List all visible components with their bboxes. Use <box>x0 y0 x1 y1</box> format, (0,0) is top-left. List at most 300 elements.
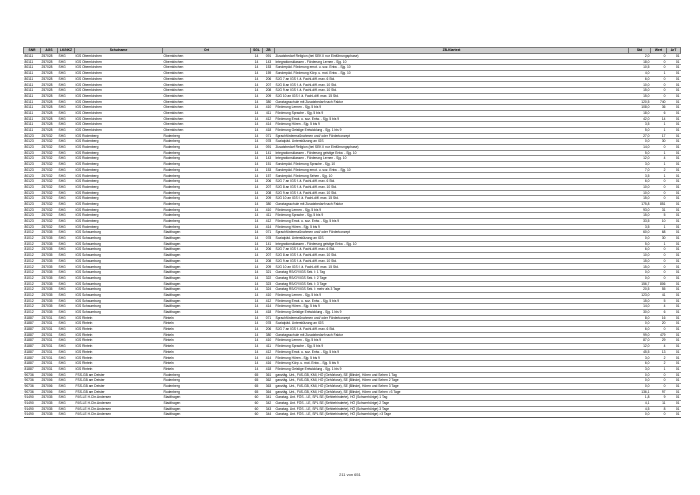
cell-wert: 0 <box>651 76 667 82</box>
cell-ort: Stadthagen <box>163 309 251 315</box>
cell-wert: 1 <box>651 122 667 128</box>
cell-lk-nkz: SHG <box>58 156 75 162</box>
cell-zb: 411 <box>263 213 275 219</box>
cell-zb: 208 <box>263 190 275 196</box>
cell-zb-klartext: Ganztag RS/GY/IGS Sek. I: 1 Tag <box>275 270 629 276</box>
cell-schulname: IGS Rodenberg <box>75 196 163 202</box>
cell-std: 4,1 <box>629 400 651 406</box>
cell-zb: 410 <box>263 105 275 111</box>
cell-sgl: 14 <box>251 309 263 315</box>
cell-snr: 81012 <box>24 298 41 304</box>
cell-wert: 0 <box>651 196 667 202</box>
cell-snr: 80123 <box>24 207 41 213</box>
cell-ags: 257035 <box>41 253 58 259</box>
cell-ort: Stadthagen <box>163 241 251 247</box>
cell-zb: 412 <box>263 298 275 304</box>
cell-lk-nkz: SHG <box>58 201 75 207</box>
cell-std: 0,0 <box>629 378 651 384</box>
cell-snr: 81012 <box>24 292 41 298</box>
cell-lk-nkz: SHG <box>58 292 75 298</box>
cell-zb-klartext: Zusatzbedarf Religion (bei SEK II nur Einführungsphase) <box>275 145 629 151</box>
cell-std: 14,0 <box>629 304 651 310</box>
cell-lk-nkz: SHG <box>58 173 75 179</box>
cell-snr: 81012 <box>24 258 41 264</box>
cell-snr: 80123 <box>24 218 41 224</box>
cell-ort: Rodenberg <box>163 145 251 151</box>
table-row <box>24 412 681 418</box>
cell-wert: 68 <box>651 230 667 236</box>
cell-snr: 81887 <box>24 332 41 338</box>
cell-ags: 257031 <box>41 327 58 333</box>
cell-zb-klartext: Ganztag. Unt. FÖS - LE, SPL SE (Sehbehinderte), HÖ (Schwerhörige) 1 Tag <box>275 395 629 401</box>
cell-ort: Rodenberg <box>163 383 251 389</box>
cell-wert: 0 <box>651 253 667 259</box>
cell-sgl: 14 <box>251 366 263 372</box>
cell-snr: 90736 <box>24 378 41 384</box>
cell-std: 0,0 <box>629 383 651 389</box>
cell-schulname: IGS Rodenberg <box>75 162 163 168</box>
cell-std: 27,0 <box>629 133 651 139</box>
cell-schulname: IGS Rodenberg <box>75 173 163 179</box>
cell-snr: 80111 <box>24 54 41 60</box>
cell-snr: 81887 <box>24 344 41 350</box>
cell-art: 01 <box>667 116 681 122</box>
cell-wert: 6 <box>651 309 667 315</box>
cell-snr: 81887 <box>24 321 41 327</box>
cell-std: 8,0 <box>629 315 651 321</box>
cell-ags: 257031 <box>41 361 58 367</box>
cell-std: 15,0 <box>629 298 651 304</box>
cell-snr: 81012 <box>24 275 41 281</box>
cell-zb-klartext: SJG 8 an IGS f. ä. Fachl-diff. max. 10 Std. <box>275 82 629 88</box>
cell-zb-klartext: Förderung Lernen - Sjg. 5 bis 9 <box>275 207 629 213</box>
cell-std: 30,0 <box>629 309 651 315</box>
cell-zb: 380 <box>263 201 275 207</box>
cell-std: 15,0 <box>629 196 651 202</box>
cell-schulname: IGS Rinteln <box>75 315 163 321</box>
cell-lk-nkz: SHG <box>58 378 75 384</box>
cell-sgl: 14 <box>251 93 263 99</box>
cell-zb-klartext: ganztäg. Unt., FöS-GB, KMI, HÖ (Gehörlose), SE (Blinde), Hören und Sehen 1 Tag <box>275 372 629 378</box>
cell-art: 01 <box>667 378 681 384</box>
cell-schulname: IGS Schaumburg <box>75 287 163 293</box>
cell-zb: 143 <box>263 59 275 65</box>
cell-schulname: IGS Schaumburg <box>75 270 163 276</box>
cell-sgl: 14 <box>251 270 263 276</box>
cell-lk-nkz: SHG <box>58 145 75 151</box>
cell-snr: 80111 <box>24 110 41 116</box>
cell-ort: Obernkirchen <box>163 65 251 71</box>
cell-schulname: IGS Obernkirchen <box>75 99 163 105</box>
cell-zb: 414 <box>263 224 275 230</box>
cell-art: 01 <box>667 389 681 395</box>
cell-ort: Stadthagen <box>163 275 251 281</box>
cell-lk-nkz: SHG <box>58 332 75 338</box>
cell-snr: 81012 <box>24 264 41 270</box>
cell-snr: 80111 <box>24 65 41 71</box>
cell-ags: 257028 <box>41 93 58 99</box>
cell-ort: Stadthagen <box>163 281 251 287</box>
cell-art: 01 <box>667 349 681 355</box>
cell-zb-klartext: Sonderpäd. Förderung emot. u. soz. Entw. - Sjg. 10 <box>275 167 629 173</box>
cell-ort: Rodenberg <box>163 218 251 224</box>
cell-std: 10,5 <box>629 65 651 71</box>
cell-ags: 257035 <box>41 304 58 310</box>
cell-sgl: 60 <box>251 395 263 401</box>
cell-zb: 380 <box>263 99 275 105</box>
cell-ort: Rodenberg <box>163 150 251 156</box>
cell-lk-nkz: SHG <box>58 76 75 82</box>
cell-ort: Rodenberg <box>163 207 251 213</box>
cell-snr: 81887 <box>24 338 41 344</box>
cell-sgl: 65 <box>251 378 263 384</box>
cell-sgl: 14 <box>251 173 263 179</box>
cell-zb-klartext: Sprachfördermaßnahmen und/ oder Förderkonzept <box>275 230 629 236</box>
cell-sgl: 14 <box>251 253 263 259</box>
cell-art: 01 <box>667 105 681 111</box>
cell-lk-nkz: SHG <box>58 139 75 145</box>
cell-schulname: IGS Rodenberg <box>75 167 163 173</box>
header-zb: ZB <box>263 48 275 54</box>
cell-zb: 153 <box>263 167 275 173</box>
cell-zb-klartext: Förderung Sprache - Sjg. 5 bis 9 <box>275 213 629 219</box>
cell-lk-nkz: SHG <box>58 99 75 105</box>
cell-zb: 342 <box>263 400 275 406</box>
cell-zb-klartext: Förderung Hören - Sjg. 5 bis 9 <box>275 224 629 230</box>
cell-lk-nkz: SHG <box>58 344 75 350</box>
cell-schulname: IGS Obernkirchen <box>75 76 163 82</box>
cell-wert: 6 <box>651 110 667 116</box>
cell-art: 01 <box>667 304 681 310</box>
cell-ags: 257028 <box>41 71 58 77</box>
cell-zb: 411 <box>263 344 275 350</box>
cell-snr: 81012 <box>24 287 41 293</box>
cell-wert: 0 <box>651 270 667 276</box>
cell-ort: Rodenberg <box>163 167 251 173</box>
cell-lk-nkz: SHG <box>58 366 75 372</box>
cell-sgl: 14 <box>251 105 263 111</box>
cell-zb: 071 <box>263 230 275 236</box>
cell-wert: 5 <box>651 213 667 219</box>
cell-wert: 97 <box>651 389 667 395</box>
cell-art: 01 <box>667 167 681 173</box>
cell-art: 01 <box>667 71 681 77</box>
cell-art: 01 <box>667 292 681 298</box>
cell-lk-nkz: SHG <box>58 338 75 344</box>
cell-sgl: 14 <box>251 344 263 350</box>
cell-zb: 361 <box>263 372 275 378</box>
cell-art: 01 <box>667 332 681 338</box>
cell-ags: 257032 <box>41 184 58 190</box>
cell-ort: Obernkirchen <box>163 127 251 133</box>
cell-snr: 81012 <box>24 241 41 247</box>
cell-ags: 257031 <box>41 338 58 344</box>
cell-snr: 81887 <box>24 315 41 321</box>
cell-snr: 91490 <box>24 412 41 418</box>
cell-snr: 80123 <box>24 224 41 230</box>
header-snr: SNR <box>24 48 41 54</box>
cell-schulname: IGS Schaumburg <box>75 281 163 287</box>
cell-lk-nkz: SHG <box>58 127 75 133</box>
cell-ort: Rinteln <box>163 361 251 367</box>
cell-zb: 412 <box>263 349 275 355</box>
cell-zb: 141 <box>263 150 275 156</box>
cell-sgl: 14 <box>251 156 263 162</box>
cell-lk-nkz: SHG <box>58 105 75 111</box>
header-std: Std <box>629 48 651 54</box>
cell-ags: 257032 <box>41 207 58 213</box>
cell-wert: 10 <box>651 218 667 224</box>
cell-ort: Obernkirchen <box>163 54 251 60</box>
cell-sgl: 14 <box>251 207 263 213</box>
cell-sgl: 14 <box>251 99 263 105</box>
cell-schulname: IGS Rinteln <box>75 344 163 350</box>
cell-lk-nkz: SHG <box>58 184 75 190</box>
cell-wert: 0 <box>651 88 667 94</box>
header-zb-klartext: ZB-Klartext <box>275 48 629 54</box>
cell-zb-klartext: Sprachfördermaßnahmen und/ oder Förderkonzept <box>275 315 629 321</box>
cell-ort: Obernkirchen <box>163 82 251 88</box>
cell-zb-klartext: Sozialpäd. Unterstützung an IGS <box>275 139 629 145</box>
cell-zb-klartext: Sonderpäd. Förderung Sprache - Sjg. 10 <box>275 162 629 168</box>
cell-std: 42,0 <box>629 116 651 122</box>
header-art: ArT <box>667 48 681 54</box>
cell-zb-klartext: Förderung Hören - Sjg. 5 bis 9 <box>275 122 629 128</box>
cell-ort: Rodenberg <box>163 213 251 219</box>
cell-std: 3,0 <box>629 162 651 168</box>
cell-lk-nkz: SHG <box>58 59 75 65</box>
cell-ort: Rinteln <box>163 338 251 344</box>
cell-ort: Rinteln <box>163 366 251 372</box>
cell-sgl: 14 <box>251 76 263 82</box>
cell-schulname: IGS Obernkirchen <box>75 59 163 65</box>
cell-ort: Obernkirchen <box>163 99 251 105</box>
cell-zb: 209 <box>263 196 275 202</box>
cell-art: 01 <box>667 218 681 224</box>
cell-wert: 4 <box>651 344 667 350</box>
cell-ags: 257035 <box>41 292 58 298</box>
cell-zb-klartext: SJG 7 an IGS f. ä. Fachl-diff. max. 6 Std. <box>275 247 629 253</box>
cell-wert: 5 <box>651 298 667 304</box>
cell-zb: 206 <box>263 76 275 82</box>
cell-ort: Obernkirchen <box>163 93 251 99</box>
cell-sgl: 14 <box>251 247 263 253</box>
cell-schulname: IGS Rodenberg <box>75 201 163 207</box>
cell-std: 10,0 <box>629 82 651 88</box>
cell-snr: 80123 <box>24 201 41 207</box>
cell-lk-nkz: SHG <box>58 162 75 168</box>
cell-wert: 2 <box>651 167 667 173</box>
cell-art: 01 <box>667 122 681 128</box>
cell-ags: 257035 <box>41 275 58 281</box>
cell-sgl: 14 <box>251 196 263 202</box>
cell-sgl: 14 <box>251 258 263 264</box>
cell-wert: 0 <box>651 179 667 185</box>
cell-lk-nkz: SHG <box>58 196 75 202</box>
cell-ags: 257031 <box>41 349 58 355</box>
cell-snr: 81012 <box>24 247 41 253</box>
cell-snr: 80111 <box>24 116 41 122</box>
cell-schulname: IGS Schaumburg <box>75 292 163 298</box>
cell-sgl: 14 <box>251 162 263 168</box>
cell-std: 14,0 <box>629 145 651 151</box>
cell-art: 01 <box>667 241 681 247</box>
cell-zb-klartext: Förderung Hören - Sjg. 5 bis 9 <box>275 355 629 361</box>
cell-wert: 30 <box>651 236 667 242</box>
cell-wert: 1 <box>651 173 667 179</box>
cell-schulname: IGS Schaumburg <box>75 253 163 259</box>
cell-std: 136,1 <box>629 389 651 395</box>
cell-zb-klartext: Integrationsklassen - Förderung geistige Entw. - Sjg. 10 <box>275 241 629 247</box>
cell-lk-nkz: SHG <box>58 230 75 236</box>
cell-zb-klartext: SJG 7 an IGS f. ä. Fachl-diff. max. 6 Std. <box>275 327 629 333</box>
cell-snr: 80123 <box>24 133 41 139</box>
cell-ags: 257006 <box>41 383 58 389</box>
cell-art: 01 <box>667 145 681 151</box>
header-lk-nkz: LK/NKZ <box>58 48 75 54</box>
cell-schulname: IGS Obernkirchen <box>75 116 163 122</box>
cell-ort: Rinteln <box>163 327 251 333</box>
cell-ags: 257032 <box>41 213 58 219</box>
cell-ags: 257032 <box>41 167 58 173</box>
cell-ags: 257032 <box>41 179 58 185</box>
cell-snr: 90736 <box>24 383 41 389</box>
cell-lk-nkz: SHG <box>58 133 75 139</box>
cell-art: 01 <box>667 156 681 162</box>
cell-ags: 257035 <box>41 264 58 270</box>
cell-zb: 412 <box>263 116 275 122</box>
cell-wert: 17 <box>651 133 667 139</box>
cell-zb: 091 <box>263 54 275 60</box>
cell-schulname: FSS-GB am Deister <box>75 372 163 378</box>
cell-ort: Stadthagen <box>163 400 251 406</box>
cell-art: 01 <box>667 355 681 361</box>
cell-snr: 80123 <box>24 190 41 196</box>
cell-schulname: IGS Rinteln <box>75 332 163 338</box>
cell-art: 01 <box>667 372 681 378</box>
cell-snr: 91490 <box>24 395 41 401</box>
cell-lk-nkz: SHG <box>58 309 75 315</box>
cell-std: 6,0 <box>629 179 651 185</box>
cell-zb-klartext: Integrationsklassen - Förderung Lernen - Sjg. 10 <box>275 156 629 162</box>
cell-ort: Rodenberg <box>163 372 251 378</box>
cell-art: 01 <box>667 395 681 401</box>
cell-art: 01 <box>667 139 681 145</box>
cell-zb: 418 <box>263 366 275 372</box>
cell-zb-klartext: Förderung Lernen - Sjg. 5 bis 9 <box>275 338 629 344</box>
cell-ags: 257032 <box>41 196 58 202</box>
cell-sgl: 14 <box>251 332 263 338</box>
cell-lk-nkz: SHG <box>58 247 75 253</box>
cell-std: 1,8 <box>629 395 651 401</box>
cell-snr: 80123 <box>24 184 41 190</box>
cell-lk-nkz: SHG <box>58 270 75 276</box>
cell-std: 3,5 <box>629 173 651 179</box>
cell-art: 01 <box>667 207 681 213</box>
cell-ags: 257032 <box>41 145 58 151</box>
cell-std: 2,0 <box>629 54 651 60</box>
cell-wert: 806 <box>651 281 667 287</box>
cell-art: 01 <box>667 321 681 327</box>
cell-ags: 257028 <box>41 105 58 111</box>
cell-schulname: FSS-GB am Deister <box>75 389 163 395</box>
cell-sgl: 14 <box>251 236 263 242</box>
cell-lk-nkz: SHG <box>58 54 75 60</box>
cell-zb: 418 <box>263 309 275 315</box>
cell-wert: 1 <box>651 71 667 77</box>
cell-zb: 071 <box>263 315 275 321</box>
cell-lk-nkz: SHG <box>58 110 75 116</box>
cell-zb-klartext: Förderung Lernen - Sjg. 5 bis 9 <box>275 292 629 298</box>
cell-snr: 81887 <box>24 355 41 361</box>
cell-wert: 16 <box>651 315 667 321</box>
cell-ags: 257035 <box>41 258 58 264</box>
cell-schulname: IGS Schaumburg <box>75 236 163 242</box>
cell-std: 93,0 <box>629 207 651 213</box>
cell-art: 01 <box>667 281 681 287</box>
cell-art: 01 <box>667 344 681 350</box>
cell-wert: 479 <box>651 332 667 338</box>
cell-zb-klartext: Förderung Körp. u. mot. Entw. - Sjg. 5 bis 9 <box>275 361 629 367</box>
cell-lk-nkz: SHG <box>58 179 75 185</box>
cell-ags: 257032 <box>41 218 58 224</box>
cell-snr: 81012 <box>24 309 41 315</box>
cell-zb: 362 <box>263 378 275 384</box>
cell-snr: 80123 <box>24 150 41 156</box>
cell-snr: 81012 <box>24 270 41 276</box>
cell-zb-klartext: Förderung Emot. u. soz. Entw. - Sjg. 5 bis 9 <box>275 218 629 224</box>
cell-sgl: 14 <box>251 184 263 190</box>
cell-art: 01 <box>667 361 681 367</box>
cell-wert: 0 <box>651 54 667 60</box>
cell-lk-nkz: SHG <box>58 122 75 128</box>
cell-std: 3,0 <box>629 366 651 372</box>
cell-snr: 81012 <box>24 253 41 259</box>
cell-zb-klartext: Förderung Emot. u. soz. Entw. - Sjg. 5 bis 9 <box>275 116 629 122</box>
cell-ags: 257031 <box>41 344 58 350</box>
cell-lk-nkz: SHG <box>58 258 75 264</box>
cell-schulname: IGS Rodenberg <box>75 156 163 162</box>
cell-sgl: 14 <box>251 230 263 236</box>
cell-zb: 209 <box>263 264 275 270</box>
cell-zb-klartext: Zusatzbedarf Religion (bei SEK II nur Einführungsphase) <box>275 54 629 60</box>
cell-sgl: 14 <box>251 127 263 133</box>
cell-zb-klartext: Förderung Geistige Entwicklung - Sjg. 1 bis 9 <box>275 366 629 372</box>
cell-std: 15,0 <box>629 93 651 99</box>
cell-ort: Stadthagen <box>163 247 251 253</box>
cell-ags: 257035 <box>41 281 58 287</box>
cell-wert: 0 <box>651 184 667 190</box>
cell-lk-nkz: SHG <box>58 355 75 361</box>
cell-sgl: 14 <box>251 298 263 304</box>
cell-zb-klartext: SJG 9 an IGS f. ä. Fachl-diff. max. 10 Std. <box>275 88 629 94</box>
cell-zb-klartext: Ganztag. Unt. FÖS - LE, SPL SE (Sehbehinderte), HÖ (Schwerhörige) >3 Tage <box>275 412 629 418</box>
cell-ort: Rinteln <box>163 321 251 327</box>
cell-zb-klartext: Ganztagsschule mit Zusatzbedarf nach Faktor <box>275 99 629 105</box>
cell-snr: 91490 <box>24 406 41 412</box>
cell-ort: Rinteln <box>163 344 251 350</box>
cell-lk-nkz: SHG <box>58 327 75 333</box>
header-ort: Ort <box>163 48 251 54</box>
cell-ort: Rinteln <box>163 332 251 338</box>
cell-schulname: FöS-LE H.Chr.Andersen <box>75 400 163 406</box>
cell-lk-nkz: SHG <box>58 207 75 213</box>
cell-schulname: IGS Rodenberg <box>75 190 163 196</box>
cell-lk-nkz: SHG <box>58 150 75 156</box>
cell-sgl: 14 <box>251 213 263 219</box>
cell-wert: 0 <box>651 264 667 270</box>
cell-zb-klartext: Ganztag. Unt. FÖS - LE, SPL SE (Sehbehinderte), HÖ (Schwerhörige) 2 Tage <box>275 400 629 406</box>
